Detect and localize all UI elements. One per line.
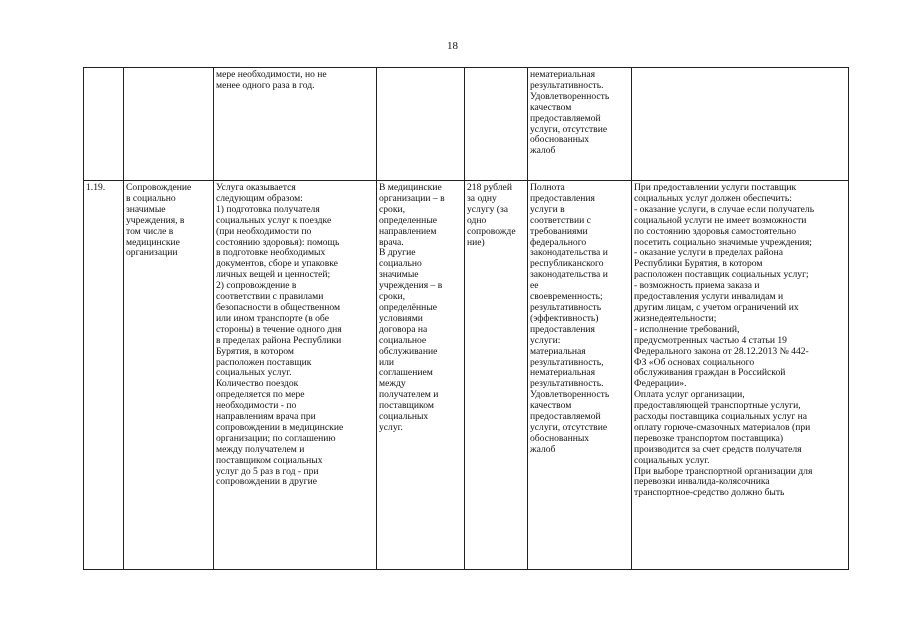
cell-terms	[377, 68, 465, 181]
cell-number	[84, 68, 124, 181]
table-row	[84, 68, 849, 181]
cell-description: мере необходимости, но не менее одного раза в год.	[214, 68, 377, 181]
services-table	[83, 67, 849, 570]
cell-quality-indicators: нематериальная результативность. Удовлетворенность качеством предоставляемой услуги, отсутствие обоснованных жалоб	[528, 68, 632, 181]
table-row	[84, 181, 849, 570]
cell-quality-indicators: Полнота предоставления услуги в соответствии с требованиями федерального законодательства и республиканского законодательства и ее своевременность; результативность (эффективность) предоставления услуги: материальная результативность, нематериальная результативность. Удовлетворенность качеством предоставляемой услуги, отсутствие обоснованных жалоб	[528, 181, 632, 570]
page-number: 18	[447, 40, 458, 52]
cell-conditions: При предоставлении услуги поставщик социальных услуг должен обеспечить: - оказание услуги, в случае если получатель социальной услуги не имеет возможности по состоянию здоровья самостоятельно посетить социально значимые учреждения; - оказание услуги в пределах района Республики Бурятия, в котором расположен поставщик социальных услуг; - возможность приема заказа и предоставления услуги инвалидам и другим лицам, с учетом ограничений их жизнедеятельности; - исполнение требований, предусмотренных частью 4 статьи 19 Федерального закона от 28.12.2013 № 442- ФЗ «Об основах социального обслуживания граждан в Российской Федерации». Оплата услуг организации, предоставляющей транспортные услуги, расходы поставщика социальных услуг на оплату горюче-смазочных материалов (при перевозке транспортом поставщика) производится за счет средств получателя социальных услуг. При выборе транспортной организации для перевозки инвалида-колясочника транспортное-средство должно быть	[632, 181, 849, 570]
cell-terms: В медицинские организации – в сроки, определенные направлением врача. В другие социально значимые учреждения – в сроки, определённые условиями договора на социальное обслуживание или соглашением между получателем и поставщиком социальных услуг.	[377, 181, 465, 570]
cell-description: Услуга оказывается следующим образом: 1) подготовка получателя социальных услуг к поездке (при необходимости по состоянию здоровья): помощь в подготовке необходимых документов, сборе и упаковке личных вещей и ценностей; 2) сопровождение в соответствии с правилами безопасности в общественном или ином транспорте (в обе стороны) в течение одного дня в пределах района Республики Бурятия, в котором расположен поставщик социальных услуг. Количество поездок определяется по мере необходимости - по направлениям врача при сопровождении в медицинские организации; по соглашению между получателем и поставщиком социальных услуг до 5 раз в год - при сопровождении в другие	[214, 181, 377, 570]
cell-tariff: 218 рублей за одну услугу (за одно сопровожде ние)	[465, 181, 528, 570]
cell-number: 1.19.	[84, 181, 124, 570]
cell-service-name: Сопровождение в социально значимые учреждения, в том числе в медицинские организации	[124, 181, 214, 570]
cell-tariff	[465, 68, 528, 181]
cell-conditions	[632, 68, 849, 181]
cell-service-name	[124, 68, 214, 181]
